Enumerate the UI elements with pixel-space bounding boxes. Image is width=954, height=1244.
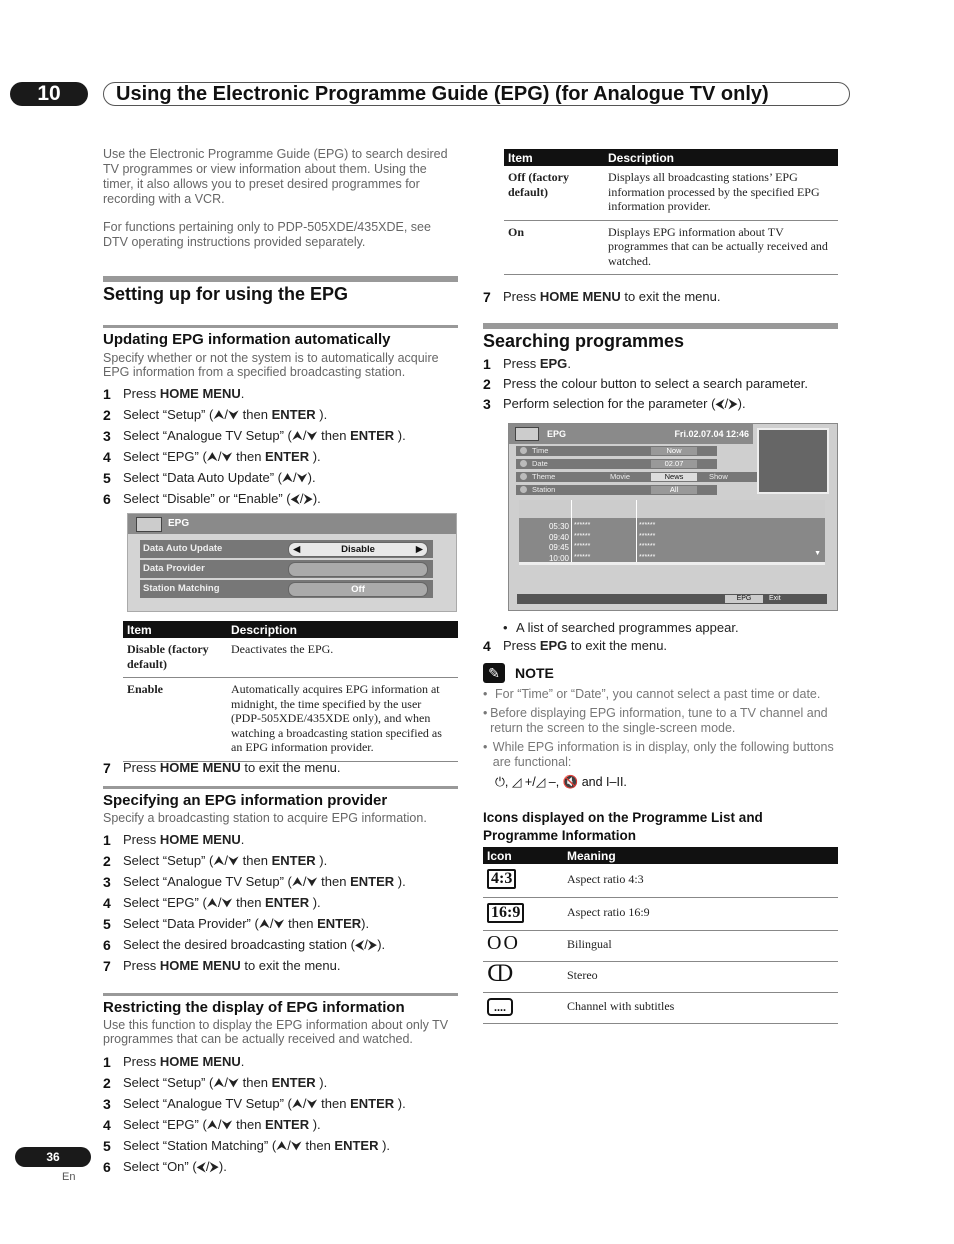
- note-list: [483, 687, 838, 774]
- intro-paragraph: Use the Electronic Programme Guide (EPG) to search desired TV programmes or view information about them. Using the timer, it also allows you to preset desired programmes for recording with a VCR.: [103, 147, 448, 206]
- step-text: Select “Analogue TV Setup” (⮝/⮟ then ENTER ).: [123, 428, 406, 443]
- page-number: 36: [15, 1147, 91, 1167]
- value-pill[interactable]: [288, 542, 428, 557]
- step-text: Select “Station Matching” (⮝/⮟ then ENTER ).: [123, 1138, 391, 1153]
- table-cell: Displays all broadcasting stations’ EPG information processed by the specified EPG information provider.: [604, 166, 838, 220]
- epg-screen-header: [509, 424, 753, 444]
- programme-list: [519, 500, 825, 565]
- step-number: 4: [103, 895, 111, 911]
- subsection-bar: [103, 993, 458, 996]
- table-cell: Disable (factory default): [123, 638, 227, 678]
- chapter-title: Using the Electronic Programme Guide (EPG) (for Analogue TV only): [103, 82, 850, 106]
- step-number: 7: [103, 760, 111, 776]
- step-number: 3: [103, 874, 111, 890]
- programme-slot[interactable]: ******: [639, 543, 656, 550]
- step-item: [103, 386, 458, 407]
- field-option: Show: [709, 472, 728, 481]
- section-title-setup: Setting up for using the EPG: [103, 284, 348, 304]
- table-row: [504, 220, 838, 275]
- language-label: En: [62, 1171, 76, 1183]
- section-title-search: Searching programmes: [483, 331, 685, 351]
- table-cell: Stereo: [563, 961, 838, 992]
- value-pill[interactable]: Off: [288, 582, 428, 597]
- icon-glyph: OO: [487, 932, 520, 955]
- step-exit: [103, 760, 458, 781]
- section-bar: [483, 323, 838, 329]
- icon-glyph: ↀ: [487, 960, 514, 986]
- step-item: [103, 449, 458, 470]
- radio-dot: [520, 447, 527, 454]
- step-text: Select “Setup” (⮝/⮟ then ENTER ).: [123, 1075, 328, 1090]
- scroll-down-icon[interactable]: ▼: [814, 550, 821, 557]
- step-item: [103, 1054, 458, 1075]
- right-arrow-icon: ▶: [415, 544, 423, 555]
- step-text: Press HOME MENU.: [123, 386, 245, 401]
- programme-column: [574, 521, 634, 563]
- field-time[interactable]: [516, 446, 717, 456]
- icon-glyph: ....: [487, 998, 513, 1016]
- step-item: [103, 916, 458, 937]
- step-text: Press HOME MENU.: [123, 1054, 245, 1069]
- step-text: Select “EPG” (⮝/⮟ then ENTER ).: [123, 1117, 321, 1132]
- tv-icon: [515, 427, 539, 441]
- step-text: Perform selection for the parameter (⮜/⮞).: [503, 396, 746, 411]
- time-column: [519, 522, 569, 564]
- step-exit: [483, 289, 838, 310]
- step-exit: [483, 638, 838, 658]
- note-item: • Before displaying EPG information, tune to a TV channel and return the screen to the single-screen mode.: [483, 706, 828, 735]
- table-row: [123, 638, 458, 678]
- time-slot[interactable]: 09:45: [548, 543, 569, 552]
- time-slot[interactable]: 10:00: [548, 553, 569, 563]
- step-text: Press the colour button to select a search parameter.: [503, 376, 808, 391]
- field-label: Time: [532, 446, 549, 455]
- radio-dot: [520, 473, 527, 480]
- step-number: 7: [483, 289, 491, 305]
- step-text: Press HOME MENU to exit the menu.: [123, 958, 341, 973]
- step-text: Select “Disable” or “Enable” (⮜/⮞).: [123, 491, 321, 506]
- preview-window: [757, 428, 829, 494]
- subsection-desc-provider: Specify a broadcasting station to acquire EPG information.: [103, 811, 427, 825]
- row-label: Station Matching: [143, 583, 220, 594]
- field-value: News: [651, 473, 697, 481]
- epg-settings-screen: [127, 513, 457, 612]
- step-number: 5: [103, 916, 111, 932]
- table-cell: Deactivates the EPG.: [227, 638, 458, 678]
- step-item: [103, 491, 458, 512]
- row-label: Data Auto Update: [143, 543, 223, 554]
- steps-provider: [103, 832, 458, 979]
- aspect-16-9-icon: [483, 897, 563, 930]
- field-label: Station: [532, 485, 556, 494]
- programme-slot[interactable]: ******: [574, 522, 591, 529]
- table-header: Icon: [483, 847, 563, 864]
- table-cell: Aspect ratio 4:3: [563, 864, 838, 897]
- step-number: 5: [103, 1138, 111, 1154]
- time-slot[interactable]: 05:30: [548, 522, 569, 531]
- step-item: [103, 1117, 458, 1138]
- field-station[interactable]: [516, 485, 717, 495]
- chapter-number: 10: [10, 82, 88, 106]
- epg-screen-title: EPG: [168, 518, 190, 529]
- step-number: 2: [103, 407, 111, 423]
- field-value: 02.07: [651, 460, 697, 468]
- station-matching-table: [504, 149, 838, 275]
- bullet-text: A list of searched programmes appear.: [516, 620, 739, 635]
- radio-dot: [520, 460, 527, 467]
- step-number: 6: [103, 1159, 111, 1175]
- icons-table: [483, 847, 838, 1024]
- subsection-desc-update: Specify whether or not the system is to automatically acquire EPG information from a specified broadcasting station.: [103, 351, 439, 379]
- aspect-4-3-icon: [483, 864, 563, 897]
- field-label: Theme: [532, 472, 556, 481]
- step-text: Select “Data Provider” (⮝/⮟ then ENTER).: [123, 916, 370, 931]
- note-item: • For “Time” or “Date”, you cannot select a past time or date.: [483, 687, 821, 701]
- tv-icon: [136, 517, 162, 532]
- step-item: [103, 1138, 458, 1159]
- step-item: [483, 289, 838, 310]
- step-number: 1: [483, 356, 491, 372]
- step-text: Press HOME MENU to exit the menu.: [123, 760, 341, 775]
- step-item: [483, 396, 838, 416]
- epg-row[interactable]: [140, 560, 433, 578]
- step-number: 4: [103, 1117, 111, 1133]
- subsection-title-update: Updating EPG information automatically: [103, 331, 391, 348]
- table-row: [483, 897, 838, 930]
- section-bar: [103, 276, 458, 282]
- subsection-bar: [103, 325, 458, 328]
- step-item: [483, 638, 838, 658]
- table-header: Item: [504, 149, 604, 166]
- step-text: Select “Setup” (⮝/⮟ then ENTER ).: [123, 853, 328, 868]
- programme-column: [639, 521, 699, 563]
- exit-footer-button[interactable]: Exit: [769, 595, 781, 602]
- step-number: 3: [103, 428, 111, 444]
- subsection-title-restrict: Restricting the display of EPG information: [103, 999, 405, 1016]
- step-number: 1: [103, 1054, 111, 1070]
- search-result-bullet: [503, 620, 739, 635]
- epg-datetime: Fri.02.07.04 12:46: [674, 429, 749, 439]
- step-item: [103, 470, 458, 491]
- step-text: Select “Setup” (⮝/⮟ then ENTER ).: [123, 407, 328, 422]
- step-number: 3: [483, 396, 491, 412]
- table-header: Meaning: [563, 847, 838, 864]
- table-row: [483, 992, 838, 1023]
- table-cell: Channel with subtitles: [563, 992, 838, 1023]
- step-text: Select “Analogue TV Setup” (⮝/⮟ then ENTER ).: [123, 1096, 406, 1111]
- table-header: Item: [123, 621, 227, 638]
- step-item: [103, 1159, 458, 1180]
- epg-row[interactable]: [140, 540, 433, 558]
- table-cell: Automatically acquires EPG information at midnight, the time specified by the user (PDP-505XDE/435XDE only), and when watching a broadcasting station specified as an EPG information provider.: [227, 678, 458, 762]
- field-value: All: [651, 486, 697, 494]
- step-number: 6: [103, 937, 111, 953]
- table-row: [483, 930, 838, 961]
- field-value: Now: [651, 447, 697, 455]
- screen-footer: [517, 594, 827, 604]
- epg-screen-title: EPG: [547, 429, 567, 439]
- step-number: 7: [103, 958, 111, 974]
- step-number: 3: [103, 1096, 111, 1112]
- table-cell: Enable: [123, 678, 227, 762]
- table-cell: Bilingual: [563, 930, 838, 961]
- field-theme[interactable]: [516, 472, 757, 482]
- step-number: 1: [103, 832, 111, 848]
- programme-slot[interactable]: ******: [639, 522, 656, 529]
- step-item: [103, 874, 458, 895]
- table-header: Description: [604, 149, 838, 166]
- step-number: 5: [103, 470, 111, 486]
- row-value: Disable: [341, 544, 375, 555]
- epg-footer-button[interactable]: EPG: [725, 595, 763, 603]
- table-row: [483, 961, 838, 992]
- table-cell: Off (factory default): [504, 166, 604, 220]
- field-label: Date: [532, 459, 548, 468]
- stereo-icon: [483, 961, 563, 992]
- icon-glyph: 4:3: [487, 869, 516, 889]
- step-text: Press EPG.: [503, 356, 571, 371]
- epg-search-screen: [508, 423, 838, 611]
- step-text: Select the desired broadcasting station (⮜/⮞).: [123, 937, 386, 952]
- step-number: 6: [103, 491, 111, 507]
- step-text: Press HOME MENU.: [123, 832, 245, 847]
- step-text: Select “On” (⮜/⮞).: [123, 1159, 227, 1174]
- subsection-desc-restrict: Use this function to display the EPG information about only TV programmes that can be actually received and watched.: [103, 1018, 449, 1046]
- row-label: Data Provider: [143, 563, 205, 574]
- epg-row[interactable]: [140, 580, 433, 598]
- step-item: [103, 1096, 458, 1117]
- table-cell: On: [504, 220, 604, 275]
- subsection-bar: [103, 786, 458, 789]
- step-item: [103, 832, 458, 853]
- programme-slot[interactable]: ******: [639, 553, 656, 561]
- step-item: [103, 853, 458, 874]
- step-text: Select “EPG” (⮝/⮟ then ENTER ).: [123, 449, 321, 464]
- subsection-title-provider: Specifying an EPG information provider: [103, 792, 388, 809]
- step-number: 2: [483, 376, 491, 392]
- table-header: Description: [227, 621, 458, 638]
- field-date[interactable]: [516, 459, 717, 469]
- note-title: NOTE: [515, 665, 554, 681]
- programme-slot[interactable]: ******: [639, 532, 656, 540]
- step-text: Select “EPG” (⮝/⮟ then ENTER ).: [123, 895, 321, 910]
- step-item: [483, 356, 838, 376]
- update-options-table: [123, 621, 458, 762]
- table-row: [483, 864, 838, 897]
- pencil-icon: ✎: [483, 663, 505, 683]
- steps-search: [483, 356, 838, 416]
- step-text: Select “Analogue TV Setup” (⮝/⮟ then ENTER ).: [123, 874, 406, 889]
- step-item: [103, 895, 458, 916]
- left-arrow-icon: ◀: [293, 544, 301, 555]
- step-text: Select “Data Auto Update” (⮝/⮟).: [123, 470, 316, 485]
- subtitles-icon: [483, 992, 563, 1023]
- table-cell: Displays EPG information about TV programmes that can be actually received and watched.: [604, 220, 838, 275]
- table-row: [504, 166, 838, 220]
- value-pill[interactable]: [288, 562, 428, 577]
- step-text: Press EPG to exit the menu.: [503, 638, 668, 653]
- step-item: [103, 937, 458, 958]
- note-item: • While EPG information is in display, only the following buttons are functional:: [483, 740, 834, 769]
- bilingual-icon: [483, 930, 563, 961]
- step-item: [103, 428, 458, 449]
- time-slot[interactable]: 09:40: [548, 532, 569, 542]
- step-number: 1: [103, 386, 111, 402]
- step-item: [103, 407, 458, 428]
- radio-dot: [520, 486, 527, 493]
- programme-slot[interactable]: ******: [574, 543, 591, 550]
- step-number: 4: [103, 449, 111, 465]
- table-row: [123, 678, 458, 762]
- step-item: [103, 958, 458, 979]
- programme-slot[interactable]: ******: [574, 553, 591, 561]
- step-number: 4: [483, 638, 491, 654]
- step-item: [103, 760, 458, 781]
- field-option: Movie: [610, 472, 631, 481]
- icons-title: Icons displayed on the Programme List and Programme Information: [483, 810, 763, 843]
- epg-screen-header: [128, 514, 456, 534]
- table-cell: Aspect ratio 16:9: [563, 897, 838, 930]
- step-number: 2: [103, 1075, 111, 1091]
- programme-slot[interactable]: ******: [574, 532, 591, 540]
- bullet: •: [503, 620, 508, 635]
- step-number: 2: [103, 853, 111, 869]
- steps-restrict: [103, 1054, 458, 1180]
- step-text: Press HOME MENU to exit the menu.: [503, 289, 721, 304]
- step-item: [483, 376, 838, 396]
- functional-buttons: ⏻, ◿ +/◿ –, 🔇 and I–II.: [495, 775, 627, 789]
- intro-note: For functions pertaining only to PDP-505XDE/435XDE, see DTV operating instructions provided separately.: [103, 220, 431, 249]
- icon-glyph: 16:9: [487, 903, 524, 923]
- step-item: [103, 1075, 458, 1096]
- steps-update: [103, 386, 458, 512]
